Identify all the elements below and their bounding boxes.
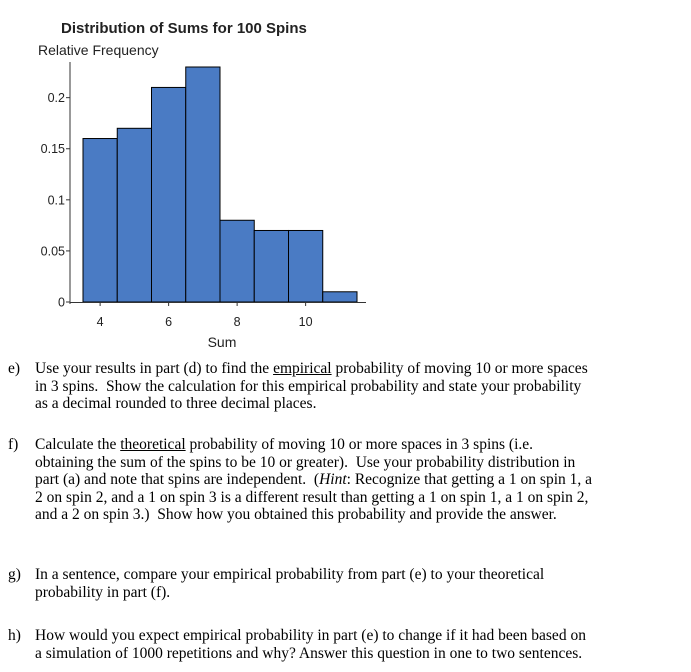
x-axis-label: Sum xyxy=(207,334,237,350)
text-run: and a 2 on spin 3.) Show how you obtained this probability and provide the answer. xyxy=(35,506,557,523)
x-tick-label: 6 xyxy=(165,315,173,329)
question-letter: g) xyxy=(8,566,21,583)
histogram-bar xyxy=(323,292,357,302)
y-tick-label: 0.15 xyxy=(40,142,65,157)
text-run: in 3 spins. Show the calculation for this empirical probability and state your probability xyxy=(35,377,582,395)
text-run: as a decimal rounded to three decimal places. xyxy=(35,395,317,412)
italic-text: Hint xyxy=(319,471,347,488)
underlined-text: theoretical xyxy=(120,436,186,453)
question-e xyxy=(8,360,588,413)
question-line xyxy=(35,436,592,454)
question-line xyxy=(35,489,592,507)
text-run: probability in part (f). xyxy=(35,583,171,601)
question-body xyxy=(35,360,588,413)
question-line xyxy=(35,378,588,396)
text-run: probability of moving 10 or more spaces xyxy=(331,360,588,377)
histogram-bar xyxy=(117,128,151,302)
histogram-bar xyxy=(152,87,186,302)
text-run: Calculate the xyxy=(35,436,121,453)
chart-title: Distribution of Sums for 100 Spins xyxy=(61,20,307,37)
histogram-bar xyxy=(289,230,323,302)
text-run: : Recognize that getting a 1 on spin 1, a xyxy=(346,471,592,488)
question-line xyxy=(35,395,588,413)
x-tick-label: 8 xyxy=(233,315,241,329)
histogram-bar xyxy=(220,220,254,302)
plot-area xyxy=(41,62,366,329)
text-run: part (a) and note that spins are independent. ( xyxy=(35,471,320,488)
y-tick-label: 0.1 xyxy=(47,193,65,208)
y-tick-label: 0.2 xyxy=(47,91,65,106)
text-run: obtaining the sum of the spins to be 10 or greater). Use your probability distribution in xyxy=(35,453,576,471)
question-line xyxy=(35,645,586,663)
text-run: Use your results in part (d) to find the xyxy=(35,360,274,377)
question-body xyxy=(35,436,592,524)
histogram-bar xyxy=(83,139,117,302)
x-tick-label: 10 xyxy=(298,315,313,329)
question-letter: f) xyxy=(8,436,19,453)
question-line xyxy=(35,360,588,378)
histogram-bar xyxy=(254,230,288,302)
text-run: probability of moving 10 or more spaces in 3 spins (i.e. xyxy=(185,436,534,453)
question-body xyxy=(35,566,544,601)
x-tick-label: 4 xyxy=(96,315,104,329)
question-letter: e) xyxy=(8,360,21,377)
question-g xyxy=(8,566,544,601)
question-body xyxy=(35,627,586,662)
y-tick-label: 0.05 xyxy=(40,244,65,259)
text-run: In a sentence, compare your empirical probability from part (e) to your theoretical xyxy=(35,566,545,583)
text-run: 2 on spin 2, and a 1 on spin 3 is a different result than getting a 1 on spin 1, a 1 on spin 2, xyxy=(35,488,589,506)
question-line xyxy=(35,506,592,524)
question-line xyxy=(35,627,586,645)
question-h xyxy=(8,627,586,662)
underlined-text: empirical xyxy=(273,360,332,377)
text-run: a simulation of 1000 repetitions and why? Answer this question in one to two sentences. xyxy=(35,644,583,662)
question-f xyxy=(8,436,592,524)
y-axis-label: Relative Frequency xyxy=(38,42,159,58)
y-tick-label: 0 xyxy=(58,295,65,310)
text-run: How would you expect empirical probability in part (e) to change if it had been based on xyxy=(35,627,586,644)
question-line xyxy=(35,584,544,602)
histogram-bar xyxy=(186,67,220,302)
question-line xyxy=(35,471,592,489)
question-line xyxy=(35,566,544,584)
question-line xyxy=(35,454,592,472)
question-letter: h) xyxy=(8,627,21,644)
